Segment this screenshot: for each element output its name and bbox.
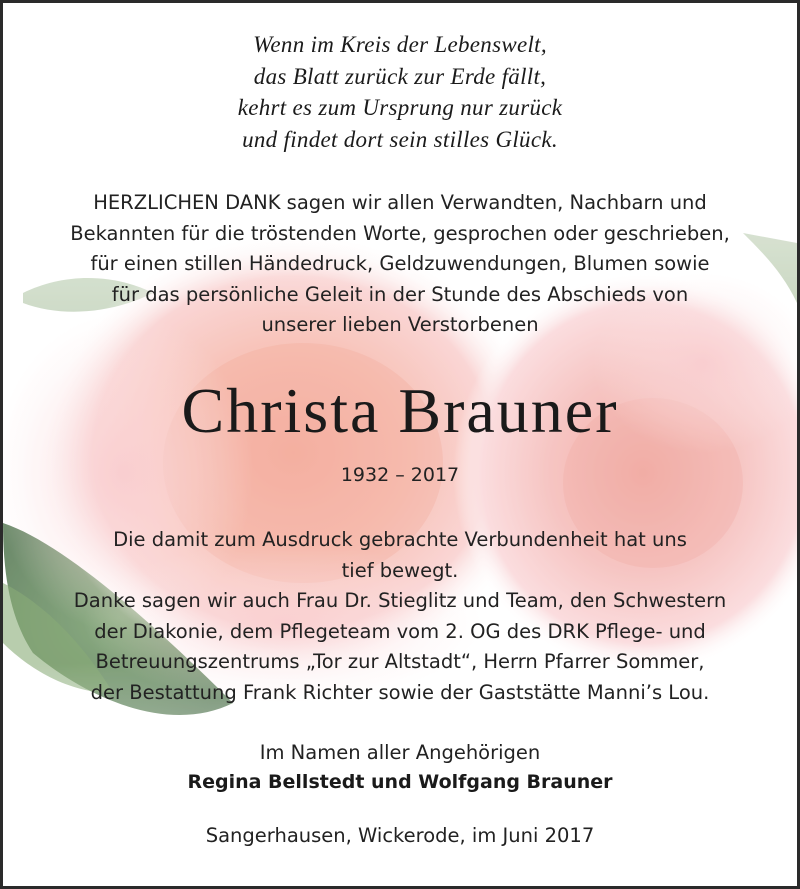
memorial-poem xyxy=(3,29,797,155)
thanks-paragraph xyxy=(23,188,777,341)
acknowledgement-line: der Diakonie, dem Pflegeteam vom 2. OG des DRK Pflege- und xyxy=(94,619,706,643)
acknowledgement-line: Die damit zum Ausdruck gebrachte Verbundenheit hat uns xyxy=(113,528,687,551)
obituary-content xyxy=(3,3,797,886)
thanks-line: HERZLICHEN DANK sagen wir allen Verwandten, Nachbarn und xyxy=(93,191,707,214)
thanks-line: Bekannten für die tröstenden Worte, gesprochen oder geschrieben, xyxy=(70,221,730,245)
acknowledgement-line: tief bewegt. xyxy=(341,558,459,582)
signature-intro: Im Namen aller Angehörigen xyxy=(259,741,541,764)
place-and-date: Sangerhausen, Wickerode, im Juni 2017 xyxy=(205,824,595,847)
thanks-line: unserer lieben Verstorbenen xyxy=(261,313,539,336)
deceased-name: Christa Brauner xyxy=(181,375,619,446)
poem-line: Wenn im Kreis der Lebenswelt, xyxy=(253,32,547,57)
life-years: 1932 – 2017 xyxy=(340,464,460,486)
poem-line: kehrt es zum Ursprung nur zurück xyxy=(237,95,563,120)
poem-line: und findet dort sein stilles Glück. xyxy=(242,126,558,152)
acknowledgement-paragraph xyxy=(23,525,777,708)
acknowledgement-line: Danke sagen wir auch Frau Dr. Stieglitz und Team, den Schwestern xyxy=(73,589,727,612)
acknowledgement-line: Betreuungszentrums „Tor zur Altstadt“, Herrn Pfarrer Sommer, xyxy=(95,650,705,673)
poem-line: das Blatt zurück zur Erde fällt, xyxy=(253,63,547,89)
thanks-line: für einen stillen Händedruck, Geldzuwendungen, Blumen sowie xyxy=(90,252,710,275)
thanks-line: für das persönliche Geleit in der Stunde des Abschieds von xyxy=(111,282,689,306)
acknowledgement-line: der Bestattung Frank Richter sowie der Gaststätte Manni’s Lou. xyxy=(90,680,710,704)
signature-names: Regina Bellstedt und Wolfgang Brauner xyxy=(187,771,613,793)
